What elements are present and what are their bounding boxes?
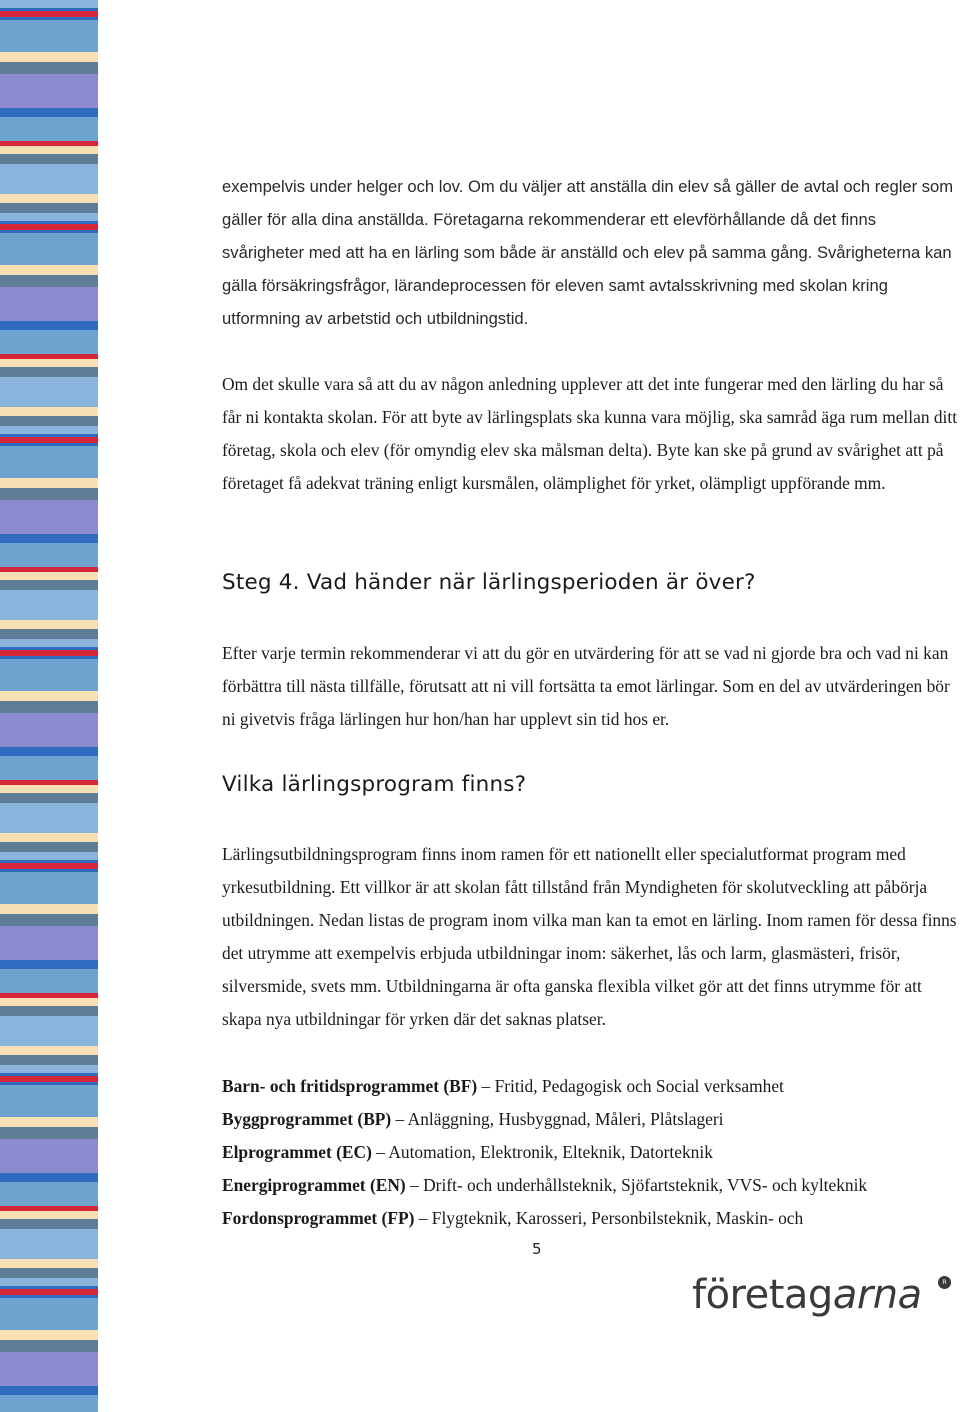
heading-steg-4: Steg 4. Vad händer när lärlingsperioden är över? bbox=[222, 570, 756, 595]
stripe-band bbox=[0, 1298, 98, 1330]
paragraph-employment-agreements: exempelvis under helger och lov. Om du väljer att anställa din elev så gäller de avtal och regler som gäller för alla dina anställda. Företagarna rekommenderar ett elevförhållande då det finns svårigheter med att ha en lärling som både är anställd och elev på samma gång. Svårigheterna kan gälla försäkringsfrågor, lärandeprocessen för eleven samt avtalsskrivning med skolan kring utformning av arbetstid och utbildningstid. bbox=[222, 177, 954, 329]
stripe-band bbox=[0, 793, 98, 803]
stripe-band bbox=[0, 572, 98, 580]
stripe-band bbox=[0, 803, 98, 833]
stripe-band bbox=[0, 0, 98, 8]
stripe-band bbox=[0, 233, 98, 265]
stripe-band bbox=[0, 1340, 98, 1352]
program-item bbox=[222, 1103, 960, 1136]
stripe-band bbox=[0, 426, 98, 434]
stripe-band bbox=[0, 1330, 98, 1340]
registered-badge-icon: R bbox=[938, 1276, 951, 1289]
stripe-band bbox=[0, 639, 98, 647]
stripe-band bbox=[0, 1046, 98, 1055]
stripe-band bbox=[0, 74, 98, 108]
stripe-band bbox=[0, 629, 98, 639]
stripe-band bbox=[0, 747, 98, 756]
stripe-band bbox=[0, 1139, 98, 1173]
stripe-band bbox=[0, 1352, 98, 1386]
stripe-band bbox=[0, 1127, 98, 1139]
stripe-band bbox=[0, 833, 98, 842]
stripe-band bbox=[0, 701, 98, 713]
stripe-band bbox=[0, 590, 98, 620]
stripe-band bbox=[0, 213, 98, 221]
program-list bbox=[222, 1070, 960, 1235]
stripe-band bbox=[0, 287, 98, 321]
stripe-band bbox=[0, 1395, 98, 1412]
stripe-band bbox=[0, 756, 98, 780]
heading-programs: Vilka lärlingsprogram finns? bbox=[222, 772, 527, 797]
stripe-band bbox=[0, 1278, 98, 1286]
stripe-band bbox=[0, 620, 98, 629]
stripe-band bbox=[0, 194, 98, 203]
stripe-band bbox=[0, 377, 98, 407]
stripe-band bbox=[0, 1211, 98, 1219]
program-areas: – Flygteknik, Karosseri, Personbilsteknik, Maskin- och bbox=[414, 1208, 804, 1229]
program-item bbox=[222, 1169, 960, 1202]
program-areas: – Automation, Elektronik, Elteknik, Datorteknik bbox=[371, 1142, 713, 1163]
logo-text-tail: arna bbox=[832, 1272, 922, 1318]
stripe-band bbox=[0, 969, 98, 993]
stripe-band bbox=[0, 960, 98, 969]
stripe-band bbox=[0, 488, 98, 500]
stripe-band bbox=[0, 265, 98, 275]
stripe-band bbox=[0, 534, 98, 543]
program-item bbox=[222, 1070, 960, 1103]
stripe-band bbox=[0, 713, 98, 747]
stripe-band bbox=[0, 20, 98, 52]
foretagarna-logo bbox=[692, 1272, 947, 1318]
stripe-band bbox=[0, 1065, 98, 1073]
program-name: Fordonsprogrammet (FP) bbox=[222, 1208, 415, 1229]
stripe-band bbox=[0, 416, 98, 426]
stripe-band bbox=[0, 1085, 98, 1117]
stripe-band bbox=[0, 1006, 98, 1016]
stripe-band bbox=[0, 203, 98, 213]
stripe-band bbox=[0, 998, 98, 1006]
stripe-band bbox=[0, 659, 98, 691]
logo-text-main: företag bbox=[692, 1272, 833, 1318]
stripe-band bbox=[0, 164, 98, 194]
stripe-band bbox=[0, 691, 98, 701]
program-name: Byggprogrammet (BP) bbox=[222, 1109, 392, 1130]
stripe-band bbox=[0, 580, 98, 590]
stripe-band bbox=[0, 1219, 98, 1229]
stripe-band bbox=[0, 872, 98, 904]
stripe-band bbox=[0, 146, 98, 154]
stripe-band bbox=[0, 359, 98, 367]
program-areas: – Drift- och underhållsteknik, Sjöfartsteknik, VVS- och kylteknik bbox=[405, 1175, 868, 1196]
stripe-band bbox=[0, 52, 98, 62]
stripe-band bbox=[0, 1016, 98, 1046]
stripe-band bbox=[0, 367, 98, 377]
stripe-band bbox=[0, 321, 98, 330]
decorative-stripe-bar bbox=[0, 0, 98, 1412]
program-name: Elprogrammet (EC) bbox=[222, 1142, 372, 1163]
program-name: Barn- och fritidsprogrammet (BF) bbox=[222, 1076, 478, 1096]
paragraph-evaluation: Efter varje termin rekommenderar vi att du gör en utvärdering för att se vad ni gjorde bra och vad ni kan förbättra till nästa tillfälle, förutsatt att ni vill fortsätta ta emot lärlingar. Som en del av utvärderingen bör ni givetvis fråga lärlingen hur hon/han har upplevt sin tid hos er. bbox=[222, 643, 950, 730]
stripe-band bbox=[0, 842, 98, 852]
program-name: Energiprogrammet (EN) bbox=[222, 1175, 406, 1196]
stripe-band bbox=[0, 852, 98, 860]
stripe-band bbox=[0, 1259, 98, 1268]
paragraph-program-intro: Lärlingsutbildningsprogram finns inom ramen för ett nationellt eller specialutformat program med yrkesutbildning. Ett villkor är att skolan fått tillstånd från Myndigheten för skolutveckling att påbörja utbildningen. Nedan listas de program inom vilka man kan ta emot en lärling. Inom ramen för dessa finns det utrymme att exempelvis erbjuda utbildningar inom: säkerhet, lås och larm, glasmästeri, frisör, silversmide, svets mm. Utbildningarna är ofta ganska flexibla vilket gör att det finns utrymme för att skapa nya utbildningar för yrken där det saknas platser. bbox=[222, 844, 957, 1030]
paragraph-change-placement: Om det skulle vara så att du av någon anledning upplever att det inte fungerar med den lärling du har så får ni kontakta skolan. För att byte av lärlingsplats ska kunna vara möjlig, ska samråd äga rum mellan ditt företag, skola och elev (för omyndig elev ska målsman delta). Byte kan ske på grund av svårighet att på företaget få adekvat träning enligt kursmålen, olämplighet för yrket, olämpligt uppförande mm. bbox=[222, 374, 958, 494]
program-areas: – Fritid, Pedagogisk och Social verksamhet bbox=[477, 1076, 784, 1096]
stripe-band bbox=[0, 1182, 98, 1206]
program-areas: – Anläggning, Husbyggnad, Måleri, Plåtslageri bbox=[391, 1109, 724, 1130]
page-number: 5 bbox=[532, 1240, 542, 1258]
stripe-band bbox=[0, 108, 98, 117]
stripe-band bbox=[0, 1173, 98, 1182]
stripe-band bbox=[0, 446, 98, 478]
stripe-band bbox=[0, 275, 98, 287]
stripe-band bbox=[0, 543, 98, 567]
program-item bbox=[222, 1136, 960, 1169]
stripe-band bbox=[0, 1055, 98, 1065]
stripe-band bbox=[0, 407, 98, 416]
program-item bbox=[222, 1202, 960, 1235]
stripe-band bbox=[0, 904, 98, 914]
stripe-band bbox=[0, 785, 98, 793]
stripe-band bbox=[0, 1386, 98, 1395]
stripe-band bbox=[0, 154, 98, 164]
stripe-band bbox=[0, 62, 98, 74]
stripe-band bbox=[0, 117, 98, 141]
stripe-band bbox=[0, 914, 98, 926]
stripe-band bbox=[0, 1229, 98, 1259]
stripe-band bbox=[0, 1117, 98, 1127]
stripe-band bbox=[0, 500, 98, 534]
stripe-band bbox=[0, 926, 98, 960]
stripe-band bbox=[0, 1268, 98, 1278]
stripe-band bbox=[0, 478, 98, 488]
stripe-band bbox=[0, 330, 98, 354]
